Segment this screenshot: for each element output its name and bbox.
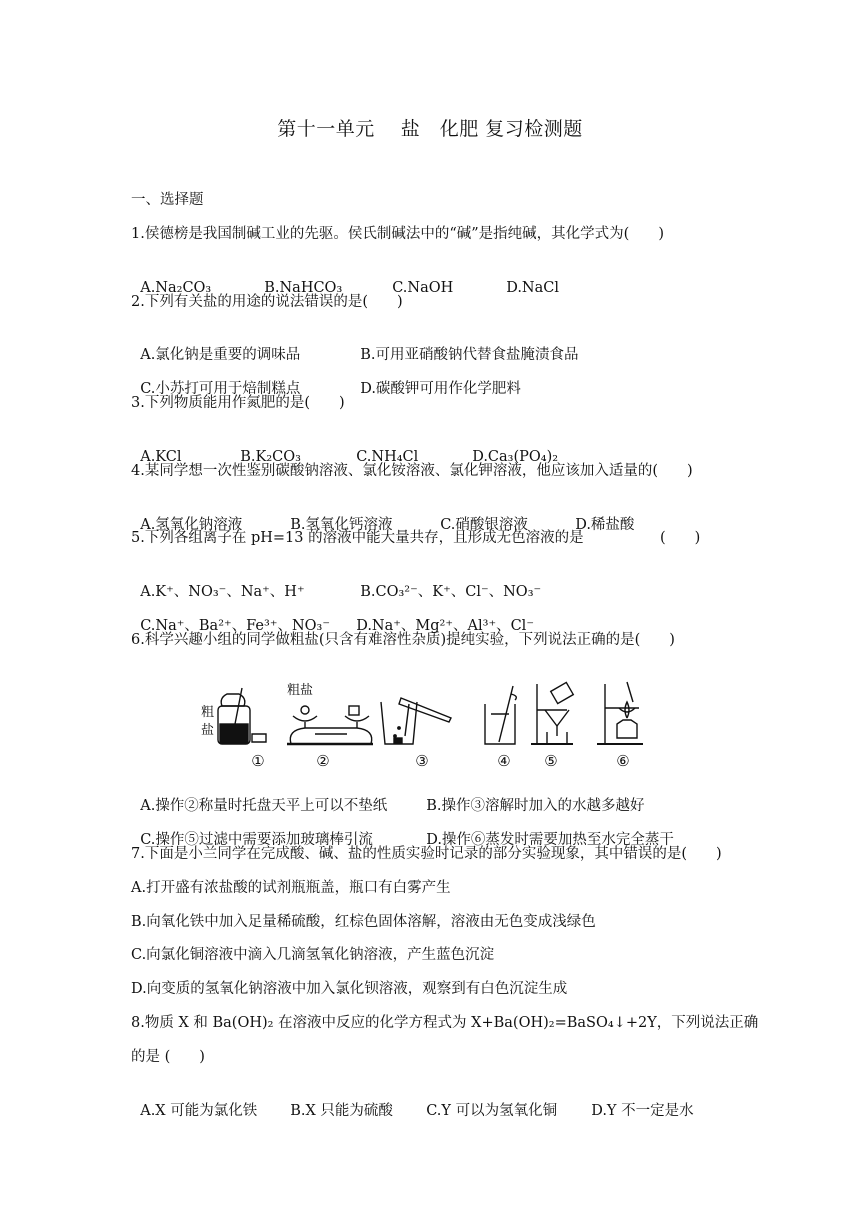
option-d: D.Na⁺、Mg²⁺、Al³⁺、Cl⁻ <box>356 618 534 634</box>
option-d: D.Y 不一定是水 <box>591 1103 694 1119</box>
option-b: B.氢氧化钙溶液 <box>290 517 393 533</box>
option-a: A.KCl <box>140 449 182 465</box>
question-7-option-d: D.向变质的氢氧化钠溶液中加入氯化钡溶液，观察到有白色沉淀生成 <box>131 981 568 997</box>
step-2: ② <box>316 752 330 770</box>
option-c: C.Na⁺、Ba²⁺、Fe³⁺、NO₃⁻ <box>140 618 331 634</box>
section-heading: 一、选择题 <box>131 192 204 208</box>
option-b: B.X 只能为硫酸 <box>290 1103 393 1119</box>
step-1: ① <box>251 752 265 770</box>
option-d: D.稀盐酸 <box>575 517 635 533</box>
step-4: ④ <box>497 752 511 770</box>
option-b: B.K₂CO₃ <box>240 449 301 465</box>
label-cu: 粗 <box>201 705 215 720</box>
question-2-stem: 2.下列有关盐的用途的说法错误的是( ) <box>131 294 403 310</box>
step-6: ⑥ <box>616 752 630 770</box>
balance-scale <box>287 706 373 744</box>
label-cuyan: 粗盐 <box>287 683 314 698</box>
label-yan: 盐 <box>201 723 215 738</box>
option-d: D.Ca₃(PO₄)₂ <box>472 449 559 465</box>
question-4-stem: 4.某同学想一次性鉴别碳酸钠溶液、氯化铵溶液、氯化钾溶液，他应该加入适量的( ) <box>131 463 693 479</box>
option-c: C.小苏打可用于焙制糕点 <box>140 381 301 397</box>
question-7-option-b: B.向氧化铁中加入足量稀硫酸，红棕色固体溶解，溶液由无色变成浅绿色 <box>131 914 596 930</box>
step-5: ⑤ <box>544 752 558 770</box>
option-a: A.K⁺、NO₃⁻、Na⁺、H⁺ <box>140 584 305 600</box>
stirring-beaker <box>485 686 516 744</box>
evaporation-stand <box>597 682 643 744</box>
option-c: C.NH₄Cl <box>356 449 419 465</box>
option-c: C.操作⑤过滤中需要添加玻璃棒引流 <box>140 832 373 848</box>
option-a: A.氯化钠是重要的调味品 <box>140 347 301 363</box>
option-b: B.可用亚硝酸钠代替食盐腌渍食品 <box>360 347 579 363</box>
option-a: A.Na₂CO₃ <box>140 280 212 296</box>
option-d: D.NaCl <box>506 280 560 296</box>
filtration-stand <box>531 682 573 744</box>
question-1-stem: 1.侯德榜是我国制碱工业的先驱。侯氏制碱法中的“碱”是指纯碱，其化学式为( ) <box>131 226 664 242</box>
option-b: B.NaHCO₃ <box>264 280 343 296</box>
salt-purification-figure <box>195 680 655 770</box>
dissolving-beaker <box>381 698 451 744</box>
crude-salt-jar <box>218 688 266 744</box>
option-d: D.碳酸钾可用作化学肥料 <box>360 381 521 397</box>
experiment-apparatus-illustration <box>195 680 655 770</box>
question-8-options <box>131 1081 694 1121</box>
question-8-stem-line1: 8.物质 X 和 Ba(OH)₂ 在溶液中反应的化学方程式为 X+Ba(OH)₂=BaSO₄↓+2Y，下列说法正确 <box>131 1015 759 1031</box>
question-3-stem: 3.下列物质能用作氮肥的是( ) <box>131 395 345 411</box>
option-d: D.操作⑥蒸发时需要加热至水完全蒸干 <box>426 832 674 848</box>
option-b: B.操作③溶解时加入的水越多越好 <box>426 798 645 814</box>
option-c: C.Y 可以为氢氧化铜 <box>426 1103 558 1119</box>
question-5-stem: 5.下列各组离子在 pH=13 的溶液中能大量共存，且形成无色溶液的是 <box>131 530 584 546</box>
question-8-stem-line2: 的是 ( ) <box>131 1049 205 1065</box>
question-7-stem: 7.下面是小兰同学在完成酸、碱、盐的性质实验时记录的部分实验现象，其中错误的是( ) <box>131 846 722 862</box>
option-c: C.硝酸银溶液 <box>440 517 528 533</box>
question-5-bracket: ( ) <box>660 530 701 546</box>
question-7-option-c: C.向氯化铜溶液中滴入几滴氢氧化钠溶液，产生蓝色沉淀 <box>131 947 495 963</box>
question-6-stem: 6.科学兴趣小组的同学做粗盐(只含有难溶性杂质)提纯实验，下列说法正确的是( ) <box>131 632 675 648</box>
option-a: A.操作②称量时托盘天平上可以不垫纸 <box>140 798 388 814</box>
option-a: A.X 可能为氯化铁 <box>140 1103 258 1119</box>
option-a: A.氢氧化钠溶液 <box>140 517 243 533</box>
page-title: 第十一单元 盐 化肥 复习检测题 <box>277 118 583 140</box>
question-7-option-a: A.打开盛有浓盐酸的试剂瓶瓶盖，瓶口有白雾产生 <box>131 880 451 896</box>
option-b: B.CO₃²⁻、K⁺、Cl⁻、NO₃⁻ <box>360 584 542 600</box>
step-3: ③ <box>415 752 429 770</box>
option-c: C.NaOH <box>392 280 454 296</box>
